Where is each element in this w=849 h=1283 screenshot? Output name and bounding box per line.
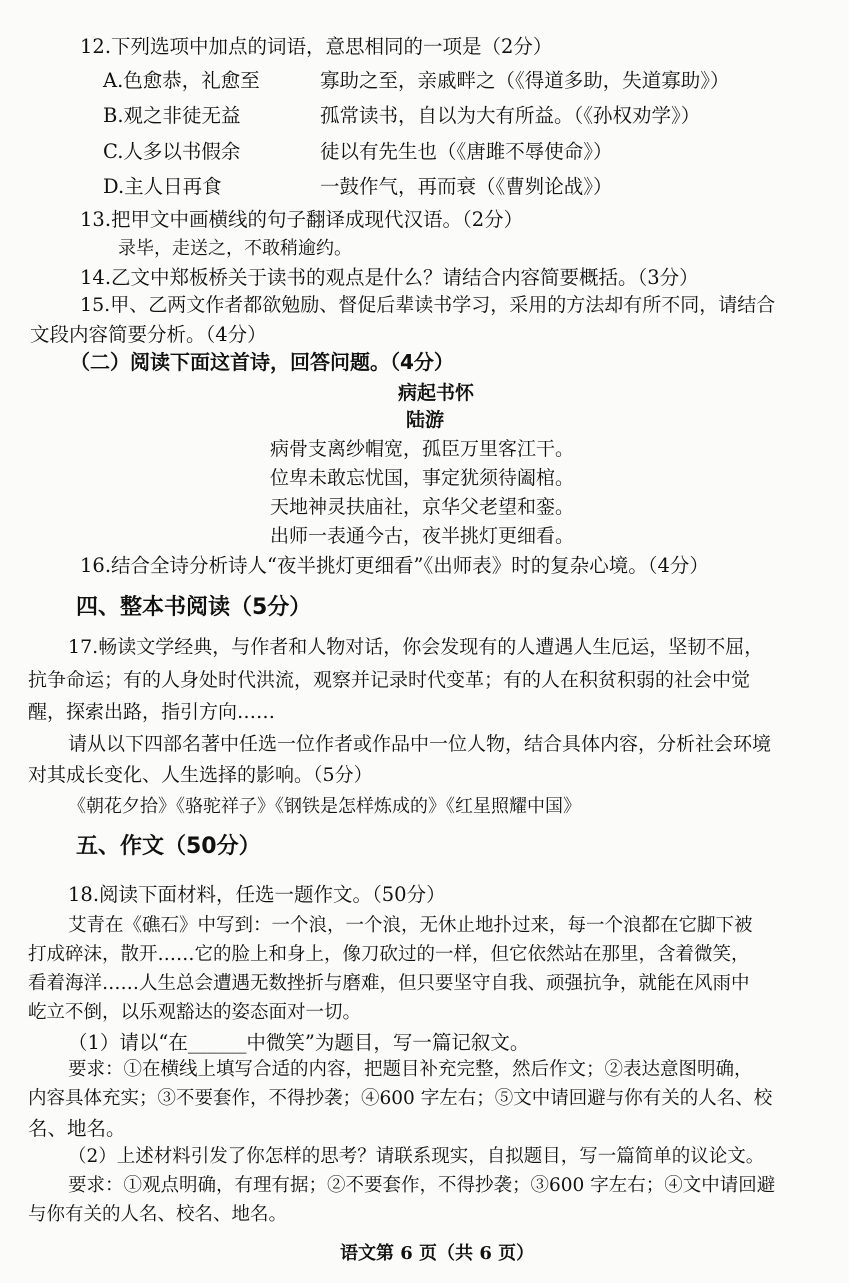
q13-stem: 13.把甲文中画横线的句子翻译成现代汉语。（2分） bbox=[80, 208, 524, 231]
q15-line-2: 文段内容简要分析。（4分） bbox=[30, 323, 267, 346]
q18-task-1: （1）请以“在______中微笑”为题目，写一篇记叙文。 bbox=[68, 1031, 530, 1054]
poem-line-4: 出师一表通今古，夜半挑灯更细看。 bbox=[270, 525, 575, 547]
poem-line-1: 病骨支离纱帽宽，孤臣万里客江干。 bbox=[270, 438, 575, 460]
q18-material-line-3: 看着海洋……人生总会遭遇无数挫折与磨难，但只要坚守自我、顽强抗争，就能在风雨中 bbox=[28, 973, 750, 994]
q18-material-line-4: 屹立不倒，以乐观豁达的姿态面对一切。 bbox=[28, 1002, 362, 1023]
poem-line-3: 天地神灵扶庙社，京华父老望和銮。 bbox=[270, 496, 575, 518]
q18-req1-line-3: 名、地名。 bbox=[28, 1117, 126, 1140]
q17-line-2: 抗争命运；有的人身处时代洪流，观察并记录时代变革；有的人在积贫积弱的社会中觉 bbox=[28, 669, 751, 691]
q17-line-1: 17.畅读文学经典，与作者和人物对话，你会发现有的人遭遇人生厄运，坚韧不屈， bbox=[68, 636, 764, 658]
poem-author: 陆游 bbox=[406, 409, 445, 431]
page-footer: 语文第 6 页（共 6 页） bbox=[340, 1243, 535, 1264]
q13-sentence: 录毕，走送之，不敢稍逾约。 bbox=[118, 238, 352, 259]
q12-option-a-right: 寡助之至，亲戚畔之（《得道多助，失道寡助》） bbox=[320, 69, 730, 92]
q18-material-line-2: 打成碎沫，散开……它的脸上和身上，像刀砍过的一样，但它依然站在那里，含着微笑， bbox=[28, 944, 750, 965]
q17-line-5: 对其成长变化、人生选择的影响。（5分） bbox=[28, 764, 373, 786]
q18-req1-line-1: 要求：①在横线上填写合适的内容，把题目补充完整，然后作文；②表达意图明确， bbox=[68, 1059, 753, 1080]
q18-material-line-1: 艾青在《礁石》中写到：一个浪，一个浪，无休止地扑过来，每一个浪都在它脚下被 bbox=[68, 915, 753, 936]
q15-line-1: 15.甲、乙两文作者都欲勉励、督促后辈读书学习，采用的方法却有所不同，请结合 bbox=[80, 294, 776, 316]
q18-task-2: （2）上述材料引发了你怎样的思考？请联系现实，自拟题目，写一篇简单的议论文。 bbox=[68, 1146, 765, 1167]
q12-option-d-left: D.主人日再食 bbox=[103, 175, 222, 198]
q12-option-c-right: 徒以有先生也（《唐雎不辱使命》） bbox=[320, 140, 613, 163]
q17-line-3: 醒，探索出路，指引方向…… bbox=[28, 701, 276, 723]
section-5-heading: 五、作文（50分） bbox=[76, 834, 261, 859]
q12-option-b-right: 孤常读书，自以为大有所益。（《孙权劝学》） bbox=[320, 104, 701, 127]
q17-book-list: 《朝花夕拾》《骆驼祥子》《钢铁是怎样炼成的》《红星照耀中国》 bbox=[68, 796, 581, 817]
q14-text: 14.乙文中郑板桥关于读书的观点是什么？请结合内容简要概括。（3分） bbox=[80, 266, 699, 289]
q18-req2-line-1: 要求：①观点明确，有理有据；②不要套作，不得抄袭；③600 字左右；④文中请回避 bbox=[68, 1175, 776, 1196]
q17-line-4: 请从以下四部名著中任选一位作者或作品中一位人物，结合具体内容，分析社会环境 bbox=[68, 733, 772, 755]
q12-option-d-right: 一鼓作气，再而衰（《曹刿论战》） bbox=[320, 175, 613, 198]
section-4-heading: 四、整本书阅读（5分） bbox=[76, 595, 312, 620]
poem-title: 病起书怀 bbox=[398, 382, 475, 404]
poem-section-heading: （二）阅读下面这首诗，回答问题。（4分） bbox=[70, 350, 454, 374]
q12-option-c-left: C.人多以书假余 bbox=[103, 140, 241, 163]
poem-line-2: 位卑未敢忘忧国，事定犹须待阖棺。 bbox=[270, 467, 575, 489]
q12-stem: 12.下列选项中加点的词语，意思相同的一项是（2分） bbox=[80, 35, 553, 58]
q18-req2-line-2: 与你有关的人名、校名、地名。 bbox=[28, 1204, 288, 1225]
q12-option-b-left: B.观之非徒无益 bbox=[103, 104, 241, 127]
q16-text: 16.结合全诗分析诗人“夜半挑灯更细看”《出师表》时的复杂心境。（4分） bbox=[80, 554, 709, 577]
q12-option-a-left: A.色愈恭，礼愈至 bbox=[103, 69, 260, 92]
q18-stem: 18.阅读下面材料，任选一题作文。（50分） bbox=[68, 883, 446, 906]
q18-req1-line-2: 内容具体充实；③不要套作，不得抄袭；④600 字左右；⑤文中请回避与你有关的人名、校 bbox=[28, 1088, 773, 1109]
